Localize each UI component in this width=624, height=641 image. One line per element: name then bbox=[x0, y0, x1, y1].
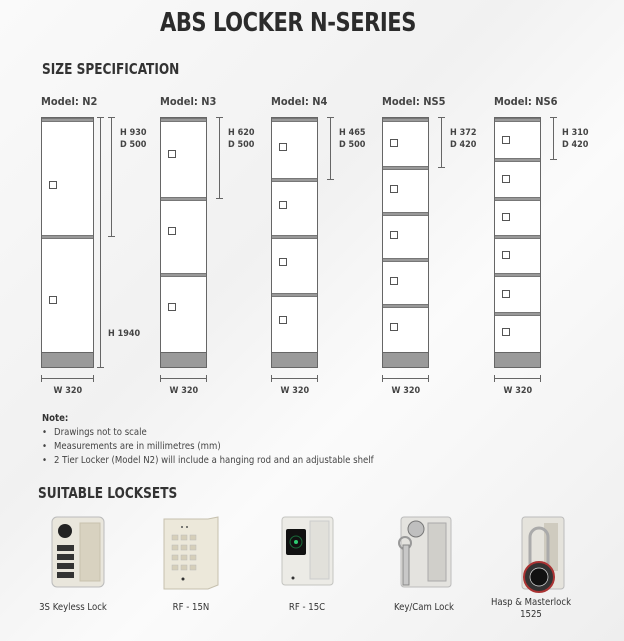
width-dimension-line bbox=[382, 378, 429, 379]
tier-divider bbox=[383, 166, 428, 170]
lock-icon bbox=[502, 175, 510, 183]
lock-icon bbox=[390, 185, 398, 193]
height-dimension-line bbox=[553, 117, 554, 160]
height-value: H 310 bbox=[562, 128, 589, 138]
width-label: W 320 bbox=[503, 386, 533, 396]
depth-value: D 420 bbox=[562, 140, 589, 150]
depth-value: D 500 bbox=[228, 140, 255, 150]
tier-divider bbox=[495, 273, 540, 277]
tier-divider bbox=[272, 118, 317, 122]
width-label: W 320 bbox=[169, 386, 199, 396]
tier-divider bbox=[161, 273, 206, 277]
lock-icon bbox=[390, 231, 398, 239]
dimension-label bbox=[450, 127, 477, 151]
lockset-label: Hasp & Masterlock 1525 bbox=[490, 597, 572, 620]
height-value: H 372 bbox=[450, 128, 477, 138]
height-value: H 465 bbox=[339, 128, 366, 138]
lockset-label: 3S Keyless Lock bbox=[39, 602, 107, 613]
height-dimension-line bbox=[111, 117, 112, 237]
tier-divider bbox=[161, 118, 206, 122]
dimension-label bbox=[120, 127, 147, 151]
page-title: ABS LOCKER N-SERIES bbox=[160, 8, 416, 38]
depth-value: D 420 bbox=[450, 140, 477, 150]
width-label: W 320 bbox=[280, 386, 310, 396]
tier-divider bbox=[383, 258, 428, 262]
locksets-heading: SUITABLE LOCKSETS bbox=[38, 484, 178, 502]
plinth bbox=[161, 352, 206, 367]
note-item: • 2 Tier Locker (Model N2) will include a hanging rod and an adjustable shelf bbox=[42, 454, 374, 468]
plinth bbox=[383, 352, 428, 367]
lock-icon bbox=[502, 213, 510, 221]
tier-divider bbox=[272, 178, 317, 182]
lockset-label: RF - 15C bbox=[288, 602, 326, 613]
tier-divider bbox=[383, 212, 428, 216]
combination-lock-icon bbox=[50, 515, 106, 590]
lock-icon bbox=[390, 277, 398, 285]
lock-icon bbox=[168, 150, 176, 158]
dimension-label bbox=[562, 127, 589, 151]
note-heading: Note: bbox=[42, 413, 69, 424]
depth-value: D 500 bbox=[120, 140, 147, 150]
lock-icon bbox=[390, 139, 398, 147]
locker-drawing bbox=[160, 117, 207, 368]
dimension-label bbox=[228, 127, 255, 151]
note-item: • Drawings not to scale bbox=[42, 426, 374, 440]
note bbox=[42, 412, 374, 468]
locker-drawing bbox=[494, 117, 541, 368]
lock-icon bbox=[502, 290, 510, 298]
tier-divider bbox=[42, 235, 93, 239]
lockset-label: Key/Cam Lock bbox=[393, 602, 455, 613]
total-height-line bbox=[100, 117, 101, 368]
tier-divider bbox=[272, 293, 317, 297]
tier-divider bbox=[272, 235, 317, 239]
lock-icon bbox=[279, 143, 287, 151]
padlock-icon bbox=[520, 515, 566, 597]
height-dimension-line bbox=[330, 117, 331, 180]
note-item: • Measurements are in millimetres (mm) bbox=[42, 440, 374, 454]
size-spec-heading: SIZE SPECIFICATION bbox=[42, 60, 180, 78]
lockset-label: RF - 15N bbox=[172, 602, 210, 613]
lock-icon bbox=[279, 316, 287, 324]
model-label: Model: NS6 bbox=[494, 95, 558, 108]
total-height-label: H 1940 bbox=[108, 329, 141, 339]
locker-drawing bbox=[382, 117, 429, 368]
dimension-label bbox=[339, 127, 366, 151]
plinth bbox=[42, 352, 93, 367]
lock-icon bbox=[168, 303, 176, 311]
lock-icon bbox=[502, 328, 510, 336]
tier-divider bbox=[495, 118, 540, 122]
tier-divider bbox=[495, 312, 540, 316]
tier-divider bbox=[495, 235, 540, 239]
width-label: W 320 bbox=[391, 386, 421, 396]
height-value: H 930 bbox=[120, 128, 147, 138]
key-lock-icon bbox=[395, 515, 453, 595]
lock-icon bbox=[49, 296, 57, 304]
tier-divider bbox=[161, 197, 206, 201]
tier-divider bbox=[495, 158, 540, 162]
lock-icon bbox=[390, 323, 398, 331]
plinth bbox=[272, 352, 317, 367]
lock-icon bbox=[279, 258, 287, 266]
height-dimension-line bbox=[219, 117, 220, 199]
locker-drawing bbox=[271, 117, 318, 368]
plinth bbox=[495, 352, 540, 367]
tier-divider bbox=[383, 118, 428, 122]
model-label: Model: N4 bbox=[271, 95, 328, 108]
tier-divider bbox=[42, 118, 93, 122]
keypad-lock-icon bbox=[162, 515, 220, 591]
width-dimension-line bbox=[160, 378, 207, 379]
height-value: H 620 bbox=[228, 128, 255, 138]
height-dimension-line bbox=[441, 117, 442, 168]
width-label: W 320 bbox=[53, 386, 83, 396]
lock-icon bbox=[279, 201, 287, 209]
model-label: Model: N2 bbox=[41, 95, 98, 108]
width-dimension-line bbox=[494, 378, 541, 379]
lock-icon bbox=[168, 227, 176, 235]
locker-drawing bbox=[41, 117, 94, 368]
lock-icon bbox=[502, 251, 510, 259]
depth-value: D 500 bbox=[339, 140, 366, 150]
lock-icon bbox=[49, 181, 57, 189]
lock-icon bbox=[502, 136, 510, 144]
model-label: Model: NS5 bbox=[382, 95, 446, 108]
tier-divider bbox=[495, 197, 540, 201]
width-dimension-line bbox=[271, 378, 318, 379]
model-label: Model: N3 bbox=[160, 95, 217, 108]
tier-divider bbox=[383, 304, 428, 308]
width-dimension-line bbox=[41, 378, 94, 379]
rfid-lock-icon bbox=[279, 515, 335, 587]
